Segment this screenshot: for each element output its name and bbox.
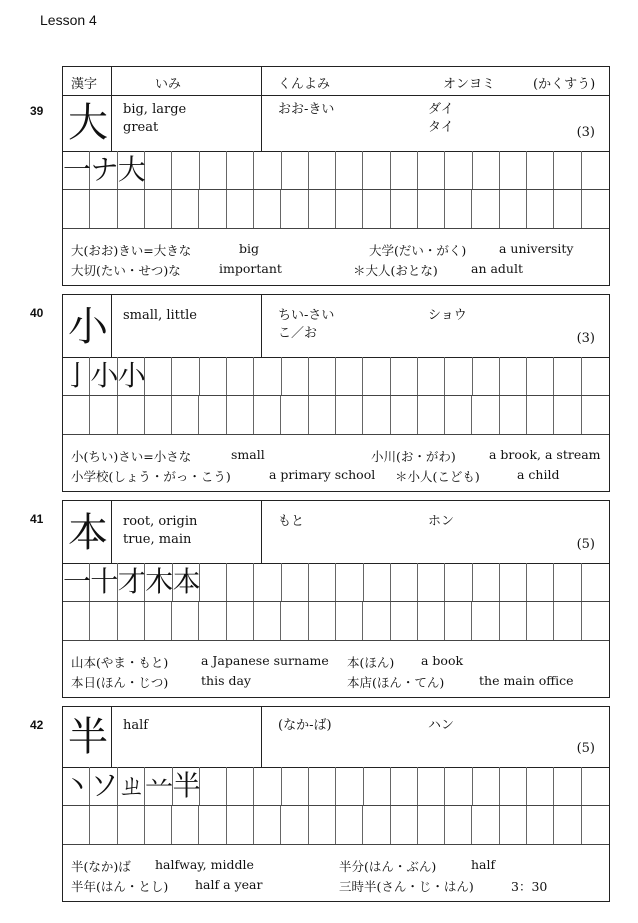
stroke-count: (3)	[576, 125, 595, 140]
header-kunyomi: くんよみ	[278, 77, 331, 92]
examples: 半(なか)ば halfway, middle 半分(はん・ぶん) half 半年(はん・とし) half a year 三時半(さん・じ・はん) 3：30	[71, 857, 548, 894]
kanji-info	[63, 501, 609, 564]
kanji-block-39	[62, 66, 610, 286]
examples: 大(おお)きい=大きな big 大学(だい・がく) a university 大切(たい・せつ)な important ＊大人(おとな) an adult	[71, 241, 574, 278]
kanji-char: 小	[68, 304, 108, 350]
kunyomi: もと	[278, 514, 305, 529]
meaning: big, large great	[123, 102, 187, 135]
kanji-char: 本	[68, 510, 108, 556]
kanji-char: 大	[68, 100, 108, 146]
practice-grid: 一 ナ 大	[63, 151, 609, 229]
practice-grid: 亅 小 小	[63, 357, 609, 435]
meaning: small, little	[123, 308, 197, 323]
onyomi: ホン	[428, 514, 455, 529]
entry-number: 39	[30, 104, 44, 118]
lesson-title: Lesson 4	[40, 12, 97, 28]
kanji-block-40	[62, 294, 610, 492]
kanji-block-41	[62, 500, 610, 698]
stroke-count: (5)	[576, 537, 595, 552]
kanji-char: 半	[68, 714, 108, 760]
table-header	[63, 67, 609, 96]
header-kanji: 漢字	[71, 77, 98, 92]
entry-number: 40	[30, 306, 44, 320]
kunyomi: ちい-さい こ／お	[278, 308, 335, 341]
onyomi: ダイ タイ	[428, 102, 454, 135]
onyomi: ショウ	[428, 308, 467, 323]
onyomi: ハン	[428, 718, 455, 733]
practice-grid: 一 十 才 木 本	[63, 563, 609, 641]
practice-grid: 丶 ソ ㄓ 䒑 半	[63, 767, 609, 845]
header-stroke-count: (かくすう)	[533, 77, 596, 92]
entry-number: 42	[30, 718, 44, 732]
kanji-info	[63, 95, 609, 152]
examples: 小(ちい)さい=小さな small 小川(お・がわ) a brook, a stream 小学校(しょう・がっ・こう) a primary school ＊小人(こども) a child	[71, 447, 601, 484]
kunyomi: (なか-ば)	[278, 718, 332, 733]
meaning: half	[123, 718, 149, 733]
kanji-block-42	[62, 706, 610, 902]
stroke-count: (3)	[576, 331, 595, 346]
stroke-count: (5)	[576, 741, 595, 756]
header-imi: いみ	[155, 77, 182, 92]
header-onyomi: オンヨミ	[443, 77, 496, 92]
entry-number: 41	[30, 512, 44, 526]
meaning: root, origin true, main	[123, 514, 198, 547]
kanji-info	[63, 707, 609, 768]
kanji-info	[63, 295, 609, 358]
kunyomi: おお-きい	[278, 102, 335, 117]
examples: 山本(やま・もと) a Japanese surname 本(ほん) a book 本日(ほん・じつ) this day 本店(ほん・てん) the main office	[71, 653, 574, 690]
